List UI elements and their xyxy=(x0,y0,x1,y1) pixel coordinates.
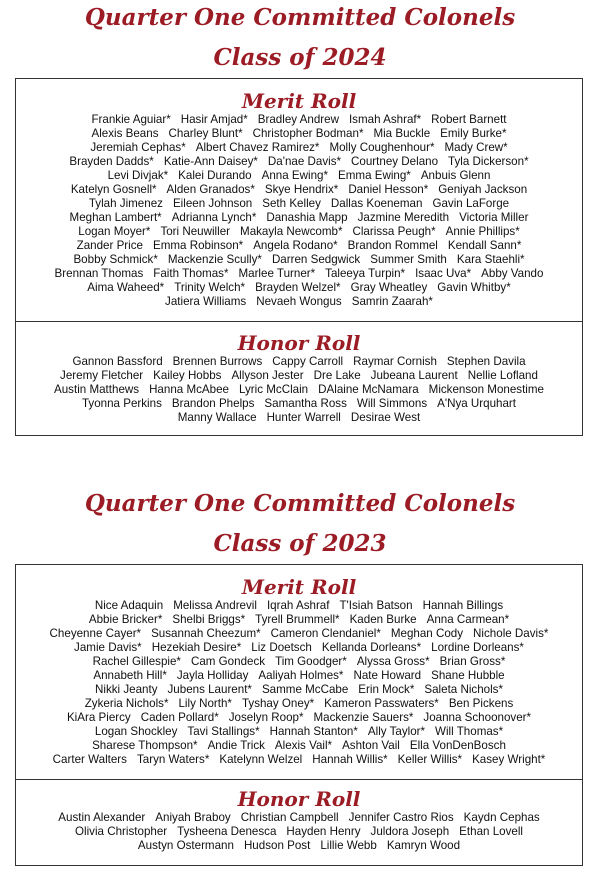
student-name: Alyssa Gross* xyxy=(356,655,430,668)
student-name: Ismah Ashraf* xyxy=(348,113,422,126)
student-name: Faith Thomas* xyxy=(153,267,229,280)
student-name: Hezekiah Desire* xyxy=(151,641,242,654)
name-line xyxy=(20,253,578,267)
name-line xyxy=(20,411,578,425)
student-name: Eileen Johnson xyxy=(172,197,253,210)
class-2023-merit-list xyxy=(16,599,582,767)
student-name: Lordine Dorleans* xyxy=(431,641,524,654)
student-name: Anna Carmean* xyxy=(426,613,510,626)
student-name: Stephen Davila xyxy=(446,355,526,368)
class-2024-honor-list xyxy=(16,355,582,425)
student-name: Nevaeh Wongus xyxy=(256,295,342,308)
honor-roll-heading: Honor Roll xyxy=(237,331,361,355)
student-name: Aima Waheed* xyxy=(87,281,165,294)
name-line xyxy=(20,753,578,767)
student-name: Liz Doetsch xyxy=(251,641,312,654)
student-name: Mackenzie Sauers* xyxy=(313,711,414,724)
student-name: Jeremiah Cephas* xyxy=(90,141,186,154)
name-line xyxy=(20,197,578,211)
name-line xyxy=(20,355,578,369)
student-name: Jeremy Fletcher xyxy=(60,369,144,382)
student-name: Lillie Webb xyxy=(320,839,377,852)
section-divider xyxy=(16,321,582,322)
student-name: Carter Walters xyxy=(52,753,127,766)
student-name: Alexis Vail* xyxy=(274,739,333,752)
student-name: Danashia Mapp xyxy=(266,211,348,224)
student-name: Mia Buckle xyxy=(373,127,431,140)
student-name: Da'nae Davis* xyxy=(267,155,342,168)
student-name: Anbuis Glenn xyxy=(420,169,491,182)
name-line xyxy=(20,155,578,169)
student-name: Lyric McClain xyxy=(238,383,309,396)
student-name: Victoria Miller xyxy=(459,211,529,224)
student-name: Olivia Christopher xyxy=(75,825,168,838)
student-name: KiAra Piercy xyxy=(66,711,131,724)
student-name: Alexis Beans xyxy=(91,127,159,140)
student-name: Jubens Laurent* xyxy=(167,683,252,696)
student-name: Logan Moyer* xyxy=(78,225,151,238)
student-name: Taleeya Turpin* xyxy=(325,267,406,280)
student-name: Tyla Dickerson* xyxy=(448,155,529,168)
student-name: DAlaine McNamara xyxy=(318,383,419,396)
student-name: Brennan Thomas xyxy=(54,267,144,280)
student-name: Samme McCabe xyxy=(261,683,349,696)
student-name: Will Simmons xyxy=(356,397,428,410)
student-name: Jamie Davis* xyxy=(74,641,142,654)
student-name: Christopher Bodman* xyxy=(252,127,364,140)
class-2024-title-line1: Quarter One Committed Colonels xyxy=(84,4,516,31)
student-name: Abby Vando xyxy=(481,267,544,280)
name-line xyxy=(20,641,578,655)
name-line xyxy=(20,397,578,411)
student-name: Darren Sedgwick xyxy=(271,253,361,266)
student-name: Kellanda Dorleans* xyxy=(321,641,422,654)
student-name: Raymar Cornish xyxy=(353,355,437,368)
student-name: Andie Trick xyxy=(207,739,265,752)
student-name: Juldora Joseph xyxy=(370,825,450,838)
student-name: Albert Chavez Ramirez* xyxy=(195,141,320,154)
class-2023-honor-section xyxy=(16,787,582,853)
student-name: Makayla Newcomb* xyxy=(240,225,343,238)
student-name: Allyson Jester xyxy=(231,369,304,382)
student-name: Annie Phillips* xyxy=(445,225,520,238)
name-line xyxy=(20,683,578,697)
student-name: Tyrell Brummell* xyxy=(255,613,340,626)
student-name: Brandon Phelps xyxy=(171,397,255,410)
student-name: Summer Smith xyxy=(370,253,447,266)
student-name: Austin Alexander xyxy=(58,811,146,824)
student-name: Hannah Stanton* xyxy=(269,725,358,738)
class-2024-box xyxy=(15,78,583,436)
merit-roll-heading: Merit Roll xyxy=(241,89,357,113)
student-name: Joanna Schoonover* xyxy=(423,711,532,724)
student-name: Tyonna Perkins xyxy=(81,397,162,410)
name-line xyxy=(20,211,578,225)
student-name: Hasir Amjad* xyxy=(180,113,248,126)
student-name: Seth Kelley xyxy=(262,197,321,210)
student-name: Adrianna Lynch* xyxy=(171,211,257,224)
name-line xyxy=(20,183,578,197)
student-name: Jayla Holliday xyxy=(176,669,249,682)
student-name: Katie-Ann Daisey* xyxy=(163,155,258,168)
student-name: Meghan Lambert* xyxy=(69,211,162,224)
honor-roll-heading: Honor Roll xyxy=(237,787,361,811)
student-name: Kameron Passwaters* xyxy=(324,697,439,710)
student-name: Cheyenne Cayer* xyxy=(49,627,142,640)
student-name: Kailey Hobbs xyxy=(153,369,222,382)
student-name: Mickenson Monestime xyxy=(428,383,544,396)
student-name: Nichole Davis* xyxy=(473,627,549,640)
student-name: Taryn Waters* xyxy=(136,753,210,766)
student-name: Keller Willis* xyxy=(397,753,463,766)
student-name: Ashton Vail xyxy=(342,739,400,752)
name-line xyxy=(20,739,578,753)
student-name: Hudson Post xyxy=(243,839,311,852)
student-name: Samantha Ross xyxy=(264,397,347,410)
student-name: Austyn Ostermann xyxy=(137,839,234,852)
name-line xyxy=(20,655,578,669)
name-line xyxy=(20,825,578,839)
student-name: Gray Wheatley xyxy=(350,281,428,294)
student-name: Kara Staehli* xyxy=(456,253,525,266)
name-line xyxy=(20,113,578,127)
student-name: Isaac Uva* xyxy=(415,267,472,280)
student-name: Jubeana Laurent xyxy=(370,369,458,382)
student-name: Daniel Hesson* xyxy=(348,183,429,196)
student-name: Susannah Cheezum* xyxy=(151,627,261,640)
student-name: Geniyah Jackson xyxy=(438,183,528,196)
student-name: Brayden Dadds* xyxy=(69,155,154,168)
student-name: Robert Barnett xyxy=(431,113,507,126)
student-name: Tavi Stallings* xyxy=(187,725,260,738)
student-name: Erin Mock* xyxy=(358,683,415,696)
student-name: Kaden Burke xyxy=(349,613,417,626)
student-name: Clarissa Peugh* xyxy=(352,225,436,238)
student-name: Gavin LaForge xyxy=(432,197,510,210)
student-name: Anna Ewing* xyxy=(261,169,329,182)
student-name: Kamryn Wood xyxy=(386,839,461,852)
student-name: Hayden Henry xyxy=(286,825,361,838)
student-name: Melissa Andrevil xyxy=(173,599,257,612)
student-name: Logan Shockley xyxy=(94,725,178,738)
student-name: Nellie Lofland xyxy=(467,369,538,382)
student-name: Marlee Turner* xyxy=(238,267,316,280)
student-name: Iqrah Ashraf xyxy=(266,599,330,612)
name-line xyxy=(20,295,578,309)
student-name: Manny Wallace xyxy=(177,411,257,424)
student-name: Skye Hendrix* xyxy=(264,183,339,196)
student-name: Rachel Gillespie* xyxy=(92,655,181,668)
student-name: Brian Gross* xyxy=(439,655,506,668)
class-2023-title-line2: Class of 2023 xyxy=(213,530,387,557)
student-name: Tylah Jimenez xyxy=(88,197,163,210)
student-name: Levi Divjak* xyxy=(107,169,169,182)
student-name: Dallas Koeneman xyxy=(330,197,423,210)
student-name: T'Isiah Batson xyxy=(339,599,413,612)
student-name: Shane Hubble xyxy=(431,669,505,682)
student-name: Zander Price xyxy=(76,239,143,252)
name-line xyxy=(20,697,578,711)
student-name: Ben Pickens xyxy=(448,697,514,710)
class-2024-merit-section xyxy=(16,89,582,309)
class-2023-merit-section xyxy=(16,575,582,767)
student-name: Ella VonDenBosch xyxy=(409,739,506,752)
student-name: Aaliyah Holmes* xyxy=(258,669,344,682)
student-name: Angela Rodano* xyxy=(253,239,338,252)
merit-roll-heading: Merit Roll xyxy=(241,575,357,599)
student-name: Brandon Rommel xyxy=(347,239,438,252)
student-name: Emily Burke* xyxy=(440,127,507,140)
student-name: Ethan Lovell xyxy=(459,825,523,838)
student-name: Courtney Delano xyxy=(351,155,439,168)
student-name: Molly Coughenhour* xyxy=(329,141,435,154)
name-line xyxy=(20,141,578,155)
student-name: Trinity Welch* xyxy=(174,281,246,294)
student-name: Cappy Carroll xyxy=(272,355,344,368)
student-name: Katelynn Welzel xyxy=(219,753,303,766)
student-name: Sharese Thompson* xyxy=(92,739,198,752)
student-name: Nice Adaquin xyxy=(94,599,164,612)
student-name: Christian Campbell xyxy=(240,811,339,824)
class-2023-honor-list xyxy=(16,811,582,853)
student-name: Brayden Welzel* xyxy=(255,281,341,294)
student-name: Emma Robinson* xyxy=(152,239,244,252)
student-name: Brennen Burrows xyxy=(172,355,263,368)
student-name: Nikki Jeanty xyxy=(95,683,158,696)
student-name: Kaydn Cephas xyxy=(463,811,540,824)
student-name: Jazmine Meredith xyxy=(357,211,450,224)
student-name: Alden Granados* xyxy=(166,183,255,196)
student-name: Desirae West xyxy=(350,411,421,424)
name-line xyxy=(20,127,578,141)
student-name: Bradley Andrew xyxy=(257,113,339,126)
name-line xyxy=(20,669,578,683)
student-name: Tim Goodger* xyxy=(275,655,347,668)
class-2024-honor-section xyxy=(16,331,582,425)
student-name: Bobby Schmick* xyxy=(73,253,158,266)
name-line xyxy=(20,267,578,281)
student-name: Jennifer Castro Rios xyxy=(348,811,454,824)
student-name: Gavin Whitby* xyxy=(437,281,511,294)
student-name: Dre Lake xyxy=(313,369,361,382)
student-name: Tysheena Denesca xyxy=(177,825,277,838)
student-name: Hanna McAbee xyxy=(149,383,229,396)
name-line xyxy=(20,811,578,825)
student-name: Kendall Sann* xyxy=(447,239,522,252)
name-line xyxy=(20,383,578,397)
student-name: Saleta Nichols* xyxy=(424,683,503,696)
student-name: Meghan Cody xyxy=(390,627,464,640)
student-name: Abbie Bricker* xyxy=(88,613,163,626)
student-name: Lily North* xyxy=(178,697,232,710)
student-name: Cam Gondeck xyxy=(190,655,266,668)
student-name: Mackenzie Scully* xyxy=(167,253,262,266)
student-name: Jatiera Williams xyxy=(165,295,247,308)
name-line xyxy=(20,281,578,295)
name-line xyxy=(20,599,578,613)
class-2023-box xyxy=(15,564,583,866)
class-2023-title-line1: Quarter One Committed Colonels xyxy=(84,490,516,517)
student-name: Annabeth Hill* xyxy=(93,669,167,682)
student-name: Tyshay Oney* xyxy=(241,697,315,710)
student-name: Kalei Durando xyxy=(178,169,252,182)
name-line xyxy=(20,225,578,239)
student-name: Zykeria Nichols* xyxy=(84,697,169,710)
class-2024-title-line2: Class of 2024 xyxy=(213,44,387,71)
student-name: Tori Neuwiller xyxy=(160,225,231,238)
student-name: Shelbi Briggs* xyxy=(172,613,246,626)
student-name: Aniyah Braboy xyxy=(155,811,231,824)
student-name: Will Thomas* xyxy=(435,725,504,738)
student-name: Nate Howard xyxy=(353,669,422,682)
student-name: Emma Ewing* xyxy=(338,169,411,182)
student-name: Samrin Zaarah* xyxy=(351,295,433,308)
student-name: Hannah Billings xyxy=(422,599,504,612)
student-name: Austin Matthews xyxy=(54,383,140,396)
student-name: Katelyn Gosnell* xyxy=(70,183,157,196)
student-name: Caden Pollard* xyxy=(140,711,219,724)
student-name: Hannah Willis* xyxy=(312,753,388,766)
class-2024-merit-list xyxy=(16,113,582,309)
name-line xyxy=(20,725,578,739)
name-line xyxy=(20,169,578,183)
student-name: Frankie Aguiar* xyxy=(91,113,171,126)
name-line xyxy=(20,711,578,725)
name-line xyxy=(20,239,578,253)
name-line xyxy=(20,369,578,383)
name-line xyxy=(20,839,578,853)
section-divider xyxy=(16,779,582,780)
student-name: Mady Crew* xyxy=(444,141,508,154)
student-name: A'Nya Urquhart xyxy=(437,397,517,410)
name-line xyxy=(20,627,578,641)
student-name: Kasey Wright* xyxy=(472,753,546,766)
student-name: Gannon Bassford xyxy=(72,355,163,368)
student-name: Hunter Warrell xyxy=(266,411,341,424)
student-name: Ally Taylor* xyxy=(367,725,426,738)
student-name: Charley Blunt* xyxy=(168,127,243,140)
name-line xyxy=(20,613,578,627)
student-name: Cameron Clendaniel* xyxy=(270,627,381,640)
student-name: Joselyn Roop* xyxy=(228,711,304,724)
